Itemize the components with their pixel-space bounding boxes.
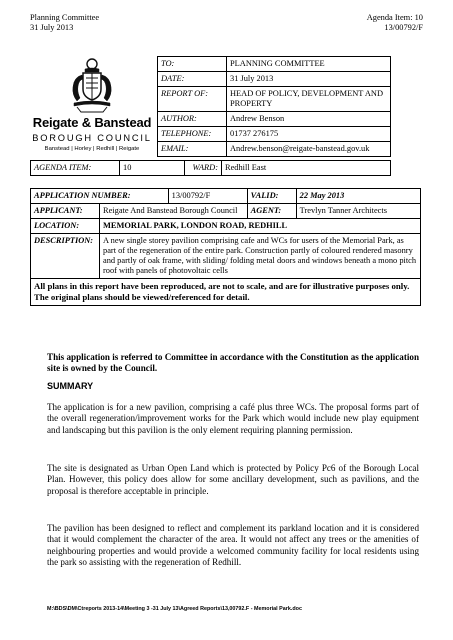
application-table [30, 188, 421, 306]
telephone-value: 01737 276175 [227, 127, 391, 142]
footer-file-path: M:\BDS\DM\Ctreports 2013-14\Meeting 3 -31 July 13\Agreed Reports\13,00792.F - Memorial Park.doc [47, 606, 302, 612]
coat-of-arms-icon [68, 57, 116, 113]
summary-paragraph-2: The site is designated as Urban Open Land which is protected by Policy Pc6 of the Borough Local Plan. However, this policy does allow for some ancillary development, such as pavilions, and the proposal is therefore acceptable in principle. [47, 463, 419, 496]
summary-heading: SUMMARY [47, 381, 94, 391]
info-row-report-of [158, 87, 391, 112]
report-of-label: REPORT OF: [158, 87, 227, 112]
app-row-applicant [31, 204, 421, 219]
logo-name: Reigate & Banstead [32, 115, 152, 130]
valid-value: 22 May 2013 [296, 189, 420, 204]
header-date: 31 July 2013 [30, 23, 74, 32]
email-label: EMAIL: [158, 142, 227, 157]
agent-value: Trevlyn Tanner Architects [296, 204, 420, 219]
logo-council: BOROUGH COUNCIL [32, 133, 152, 143]
description-label: DESCRIPTION: [31, 234, 100, 279]
agent-label: AGENT: [247, 204, 296, 219]
author-label: AUTHOR: [158, 112, 227, 127]
app-row-location [31, 219, 421, 234]
location-value: MEMORIAL PARK, LONDON ROAD, REDHILL [100, 219, 421, 234]
applicant-label: APPLICANT: [31, 204, 100, 219]
header-right [367, 13, 423, 33]
header-app-ref: 13/00792/F [384, 23, 423, 32]
info-row-date [158, 72, 391, 87]
agenda-item-value: 10 [120, 161, 185, 176]
summary-paragraph-3: The pavilion has been designed to reflect and complement its parkland location and it is considered that it would complement the character of the area. It would not affect any trees or the amenities of neighbouring properties and would provide a welcomed community facility for local residents using the park so assisting with the regeneration of Redhill. [47, 523, 419, 568]
header-agenda-item: Agenda Item: 10 [366, 13, 423, 22]
description-value: A new single storey pavilion comprising cafe and WCs for users of the Memorial Park, as part of the regeneration of the entire park. Construction partly of coloured rendered masonry and partly of oak frame, with sliding/ folding metal doors and windows beneath a mono pitch roof with panels of photovoltaic cells [100, 234, 421, 279]
info-row-author [158, 112, 391, 127]
agenda-item-label: AGENDA ITEM: [31, 161, 120, 176]
app-number-label: APPLICATION NUMBER: [31, 189, 169, 204]
app-number-value: 13/00792/F [168, 189, 247, 204]
header-committee: Planning Committee [30, 13, 100, 22]
to-label: TO: [158, 57, 227, 72]
plans-notice: All plans in this report have been reproduced, are not to scale, and are for illustrative purposes only. The original plans should be viewed/referenced for detail. [31, 279, 421, 306]
email-value: Andrew.benson@reigate-banstead.gov.uk [227, 142, 391, 157]
applicant-value: Reigate And Banstead Borough Council [100, 204, 248, 219]
telephone-label: TELEPHONE: [158, 127, 227, 142]
council-logo [30, 57, 154, 159]
app-row-number [31, 189, 421, 204]
agenda-row [31, 161, 391, 176]
report-info-table [157, 56, 391, 157]
ward-label: WARD: [185, 161, 222, 176]
app-row-notice [31, 279, 421, 306]
info-row-email [158, 142, 391, 157]
to-value: PLANNING COMMITTEE [227, 57, 391, 72]
report-of-value: HEAD OF POLICY, DEVELOPMENT AND PROPERTY [227, 87, 391, 112]
summary-paragraph-1: The application is for a new pavilion, comprising a café plus three WCs. The proposal forms part of the overall regeneration/improvement works for the Park which would include new play equipment and landscaping but this pavilion is the only element requiring planning permission. [47, 402, 419, 435]
logo-towns: Banstead | Horley | Redhill | Reigate [44, 146, 140, 152]
valid-label: VALID: [247, 189, 296, 204]
date-value: 31 July 2013 [227, 72, 391, 87]
location-label: LOCATION: [31, 219, 100, 234]
ward-value: Redhill East [222, 161, 391, 176]
info-row-telephone [158, 127, 391, 142]
date-label: DATE: [158, 72, 227, 87]
author-value: Andrew Benson [227, 112, 391, 127]
info-row-to [158, 57, 391, 72]
app-row-description [31, 234, 421, 279]
agenda-table [30, 160, 391, 176]
referral-text: This application is referred to Committee in accordance with the Constitution as the application site is owned by the Council. [47, 352, 419, 374]
header-left [30, 13, 99, 33]
